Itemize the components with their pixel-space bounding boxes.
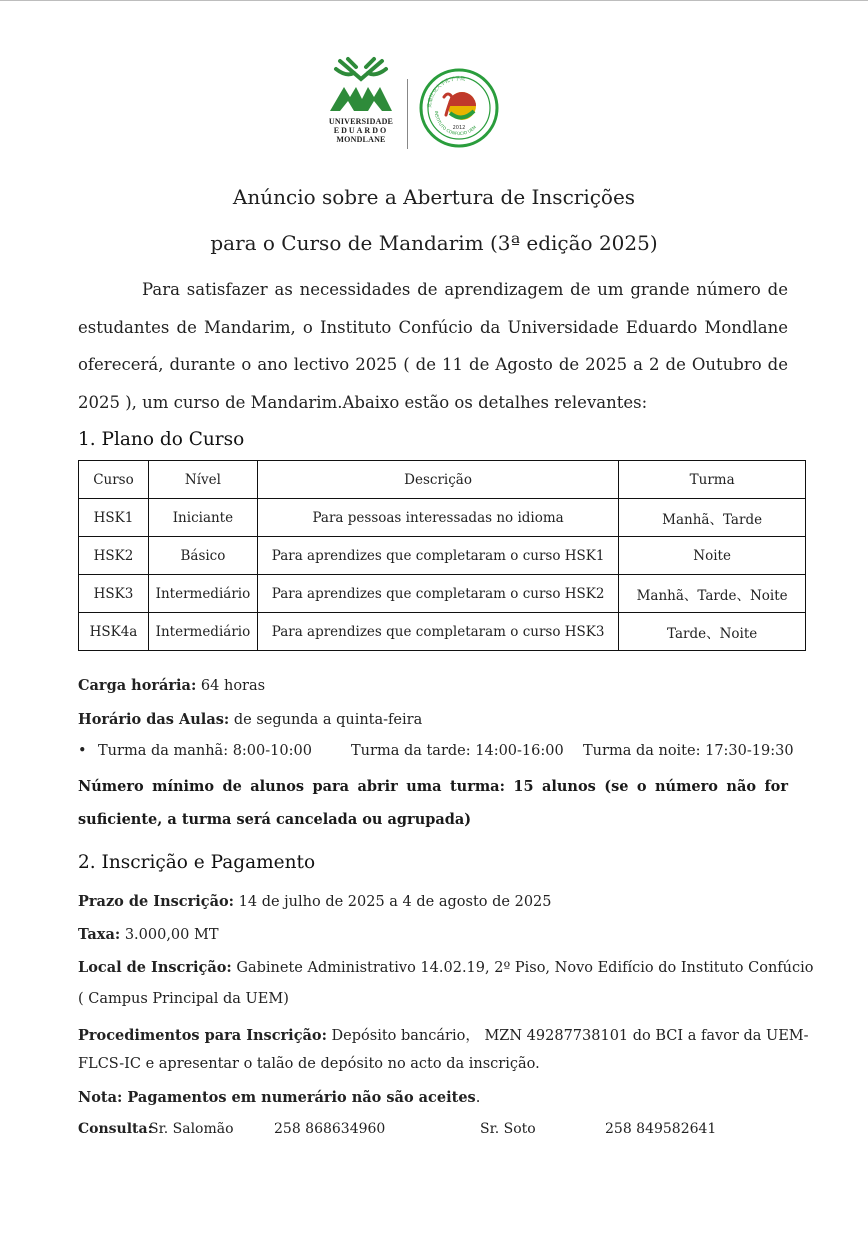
column-header-nivel: Nível <box>148 461 257 499</box>
bullet-icon: • <box>78 743 87 759</box>
table-cell: HSK2 <box>79 537 149 575</box>
uem-logo <box>326 55 396 150</box>
table-cell: Para aprendizes que completaram o curso HSK3 <box>257 613 618 651</box>
table-cell: HSK1 <box>79 499 149 537</box>
section-heading-inscricao: 2. Inscrição e Pagamento <box>78 852 316 873</box>
schedule-list <box>78 743 794 759</box>
carga-horaria-label: Carga horária: <box>78 677 197 694</box>
local-value: Gabinete Administrativo 14.02.19, 2º Piso, Novo Edifício do Instituto Confúcio <box>236 960 814 976</box>
table-header-row <box>79 461 806 499</box>
ic-logo-name: INSTITUTO CONFÚCIO UEM <box>433 110 478 137</box>
uem-name: UNIVERSIDADE EDUARDO MONDLANE <box>328 117 394 144</box>
confucius-institute-logo <box>418 67 500 149</box>
column-header-descricao: Descrição <box>257 461 618 499</box>
table-row <box>79 575 806 613</box>
contact-2-phone: 258 849582641 <box>605 1121 717 1137</box>
confucius-institute-emblem-icon <box>418 67 500 149</box>
table-cell: HSK3 <box>79 575 149 613</box>
nota <box>78 1089 480 1106</box>
local-label: Local de Inscrição: <box>78 959 232 976</box>
horario-label: Horário das Aulas: <box>78 711 230 728</box>
table-cell: HSK4a <box>79 613 149 651</box>
svg-text:莫桑比克大学孔子学院: 莫桑比克大学孔子学院 <box>426 75 466 109</box>
prazo-value: 14 de julho de 2025 a 4 de agosto de 2025 <box>238 894 552 910</box>
course-table <box>78 460 806 651</box>
uem-emblem-icon <box>326 55 396 113</box>
contact-1-phone: 258 868634960 <box>274 1121 386 1137</box>
table-cell: Tarde、Noite <box>619 613 806 651</box>
table-cell: Manhã、Tarde、Noite <box>619 575 806 613</box>
turma-manha: Turma da manhã: 8:00-10:00 <box>98 743 312 759</box>
consulta-contacts <box>78 1121 778 1143</box>
table-cell: Noite <box>619 537 806 575</box>
procedimentos-label: Procedimentos para Inscrição: <box>78 1027 327 1044</box>
carga-horaria <box>78 677 265 694</box>
procedimentos-value: Depósito bancário， MZN 49287738101 do BCI a favor da UEM- <box>331 1028 809 1044</box>
contact-2-name: Sr. Soto <box>480 1121 536 1137</box>
numero-minimo: Número mínimo de alunos para abrir uma turma: 15 alunos (se o número não for suficiente, a turma será cancelada ou agrupada) <box>78 778 788 828</box>
horario-aulas <box>78 711 422 728</box>
prazo-label: Prazo de Inscrição: <box>78 893 235 910</box>
contact-1-name: Sr. Salomão <box>149 1121 234 1137</box>
section-heading-plano: 1. Plano do Curso <box>78 429 245 450</box>
taxa-value: 3.000,00 MT <box>124 927 219 943</box>
ic-logo-year: 2012 <box>452 125 466 131</box>
table-cell: Intermediário <box>148 613 257 651</box>
column-header-turma: Turma <box>619 461 806 499</box>
table-cell: Intermediário <box>148 575 257 613</box>
table-cell: Manhã、Tarde <box>619 499 806 537</box>
turma-tarde: Turma da tarde: 14:00-16:00 <box>351 743 564 759</box>
nota-period: . <box>475 1090 481 1106</box>
consulta-label: Consulta: <box>78 1121 153 1137</box>
table-row <box>79 537 806 575</box>
taxa-label: Taxa: <box>78 926 121 943</box>
logo-divider <box>407 79 408 149</box>
carga-horaria-value: 64 horas <box>200 678 266 694</box>
header-logos <box>0 55 868 155</box>
taxa <box>78 926 219 943</box>
local-inscricao-cont: ( Campus Principal da UEM) <box>78 991 289 1007</box>
page-title-line2: para o Curso de Mandarim (3ª edição 2025) <box>210 231 658 255</box>
nota-text: Nota: Pagamentos em numerário não são aceites <box>78 1089 476 1106</box>
table-cell: Para pessoas interessadas no idioma <box>257 499 618 537</box>
table-row <box>79 499 806 537</box>
turma-noite: Turma da noite: 17:30-19:30 <box>583 743 794 759</box>
procedimentos <box>78 1024 809 1045</box>
prazo-inscricao <box>78 893 552 910</box>
page-title-line1: Anúncio sobre a Abertura de Inscrições <box>232 185 636 209</box>
table-cell: Para aprendizes que completaram o curso HSK1 <box>257 537 618 575</box>
table-cell: Básico <box>148 537 257 575</box>
intro-paragraph: Para satisfazer as necessidades de aprendizagem de um grande número de estudantes de Mandarim, o Instituto Confúcio da Universidade Eduardo Mondlane oferecerá, durante o ano lectivo 2025 ( de 11 de Agosto de 2025 a 2 de Outubro de 2025 ), um curso de Mandarim.Abaixo estão os detalhes relevantes: <box>78 280 788 412</box>
local-inscricao <box>78 959 814 976</box>
table-cell: Iniciante <box>148 499 257 537</box>
column-header-curso: Curso <box>79 461 149 499</box>
table-row <box>79 613 806 651</box>
procedimentos-cont: FLCS-IC e apresentar o talão de depósito no acto da inscrição. <box>78 1056 540 1072</box>
horario-value: de segunda a quinta-feira <box>233 712 423 728</box>
table-cell: Para aprendizes que completaram o curso HSK2 <box>257 575 618 613</box>
